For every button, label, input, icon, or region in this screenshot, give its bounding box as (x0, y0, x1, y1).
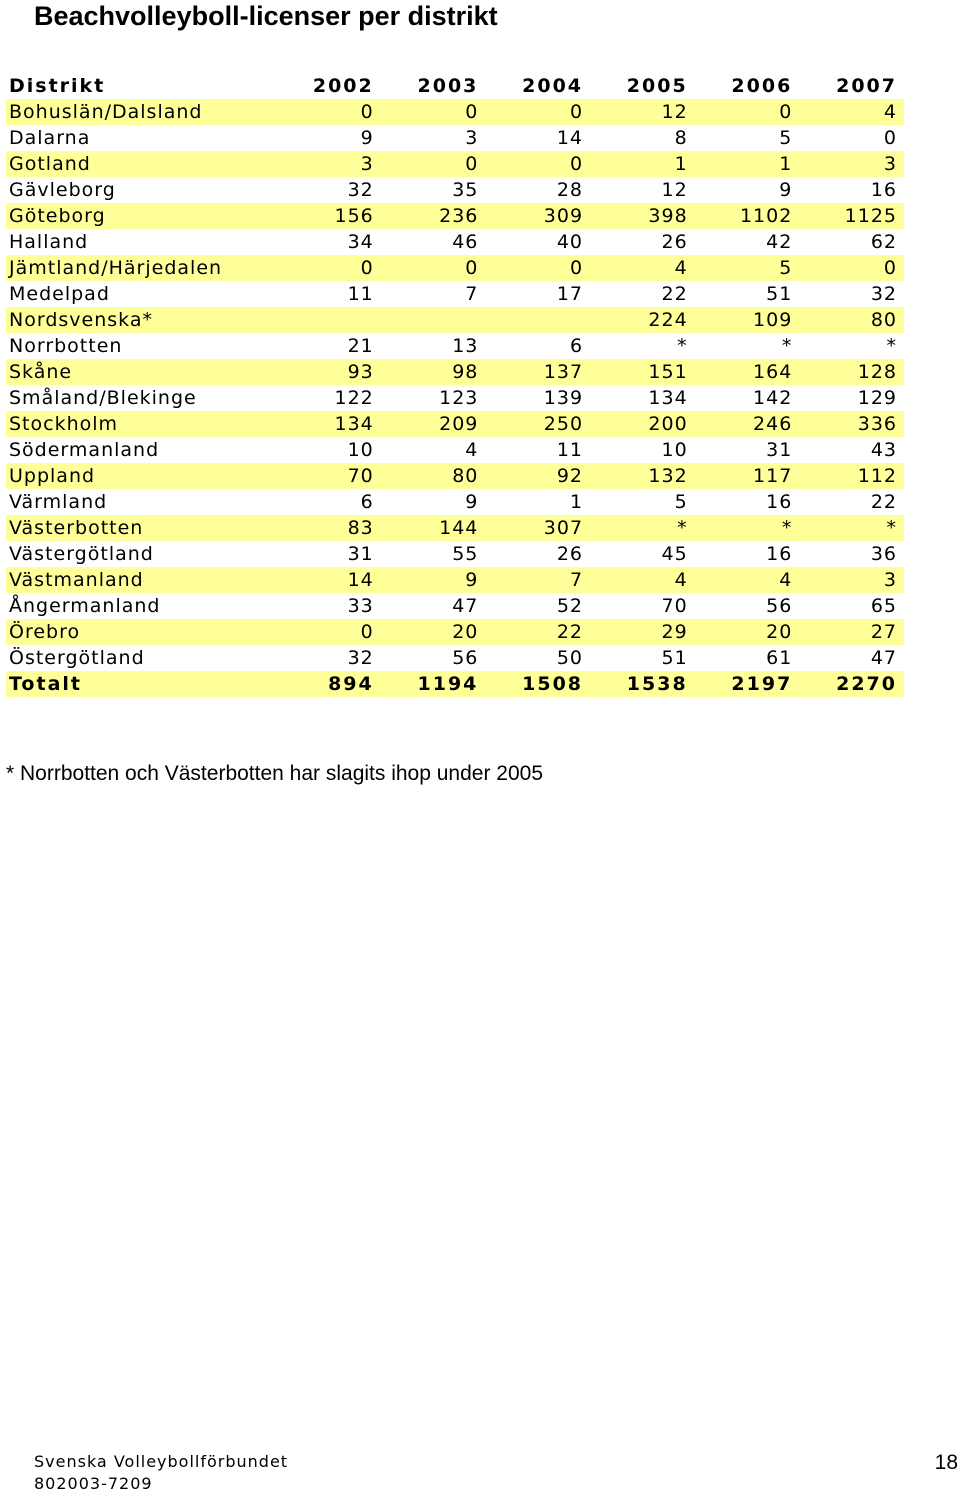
column-header: 2003 (417, 75, 479, 97)
license-count-cell: 20 (381, 619, 486, 645)
district-name-cell: Norrbotten (9, 335, 123, 357)
license-count-cell: * (695, 515, 800, 541)
footnote: * Norrbotten och Västerbotten har slagits ihop under 2005 (6, 762, 544, 785)
table-row (6, 177, 904, 203)
table-row (6, 437, 904, 463)
column-header: 2004 (522, 75, 584, 97)
license-count-cell: 21 (347, 335, 374, 357)
license-count-cell: 8 (674, 127, 688, 149)
table-row (6, 541, 904, 567)
license-count-cell: 98 (381, 359, 486, 385)
table-row (6, 567, 904, 593)
district-name-cell: Södermanland (9, 439, 160, 461)
license-count-cell: 117 (695, 463, 800, 489)
license-count-cell: 16 (766, 491, 793, 513)
table-row (6, 359, 904, 385)
license-count-cell: 29 (590, 619, 695, 645)
license-table (6, 73, 904, 697)
license-count-cell: 0 (276, 255, 381, 281)
license-count-cell: 10 (661, 439, 688, 461)
license-count-cell: 134 (648, 387, 688, 409)
license-count-cell: 80 (799, 307, 904, 333)
table-row (6, 593, 904, 619)
district-name-cell: Uppland (6, 463, 276, 489)
table-row (6, 255, 904, 281)
license-count-cell: 4 (590, 255, 695, 281)
page-number: 18 (934, 1451, 958, 1474)
license-count-cell: 31 (766, 439, 793, 461)
license-count-cell: 17 (556, 283, 584, 305)
district-name-cell: Västmanland (6, 567, 276, 593)
license-count-cell: 4 (799, 99, 904, 125)
table-row (6, 385, 904, 411)
license-count-cell: 52 (556, 595, 584, 617)
license-count-cell: 22 (485, 619, 590, 645)
license-count-cell: * (886, 335, 897, 357)
license-count-cell: 22 (661, 283, 688, 305)
license-count-cell: 65 (870, 595, 897, 617)
license-count-cell: 1538 (590, 671, 695, 697)
license-count-cell: 50 (556, 647, 584, 669)
district-name-cell: Örebro (6, 619, 276, 645)
license-count-cell: 26 (661, 231, 688, 253)
license-count-cell: 1125 (799, 203, 904, 229)
license-count-cell: 3 (799, 151, 904, 177)
district-name-cell: Ångermanland (9, 595, 161, 617)
license-count-cell: 22 (870, 491, 897, 513)
license-count-cell: 11 (556, 439, 584, 461)
license-count-cell: 109 (695, 307, 800, 333)
license-count-cell: 151 (590, 359, 695, 385)
license-count-cell: 12 (661, 179, 688, 201)
license-count-cell: 12 (590, 99, 695, 125)
license-count-cell: 47 (870, 647, 897, 669)
license-count-cell: 4 (590, 567, 695, 593)
license-count-cell: 1508 (485, 671, 590, 697)
license-count-cell: 0 (381, 255, 486, 281)
column-header: 2002 (312, 75, 374, 97)
license-count-cell: 6 (569, 335, 584, 357)
column-header: Distrikt (9, 75, 106, 97)
license-count-cell (381, 307, 486, 333)
license-count-cell: 224 (590, 307, 695, 333)
license-count-cell: 1102 (695, 203, 800, 229)
license-count-cell: 28 (556, 179, 584, 201)
license-count-cell: 46 (452, 231, 479, 253)
license-count-cell: 92 (485, 463, 590, 489)
license-count-cell: 398 (590, 203, 695, 229)
license-count-cell: 35 (452, 179, 479, 201)
license-count-cell: 80 (381, 463, 486, 489)
table-row (6, 411, 904, 437)
license-count-cell: 7 (465, 283, 479, 305)
license-count-cell: 0 (485, 255, 590, 281)
license-count-cell: 32 (347, 179, 374, 201)
license-count-cell: 14 (276, 567, 381, 593)
license-count-cell: 70 (661, 595, 688, 617)
license-count-cell: 70 (276, 463, 381, 489)
license-count-cell: 0 (485, 99, 590, 125)
license-count-cell (485, 307, 590, 333)
district-name-cell: Gotland (6, 151, 276, 177)
license-count-cell: 144 (381, 515, 486, 541)
license-count-cell: 83 (276, 515, 381, 541)
license-count-cell: 3 (799, 567, 904, 593)
column-header: 2005 (626, 75, 688, 97)
table-row (6, 229, 904, 255)
license-count-cell: 2270 (799, 671, 904, 697)
district-name-cell: Västerbotten (6, 515, 276, 541)
license-count-cell: 34 (347, 231, 374, 253)
license-count-cell: 32 (347, 647, 374, 669)
license-count-cell: 51 (661, 647, 688, 669)
footer-organization: Svenska Volleybollförbundet (34, 1452, 289, 1471)
license-count-cell: 336 (799, 411, 904, 437)
license-count-cell: 14 (556, 127, 584, 149)
license-count-cell: 123 (439, 387, 479, 409)
license-count-cell: 61 (766, 647, 793, 669)
license-count-cell: 307 (485, 515, 590, 541)
license-count-cell: 309 (485, 203, 590, 229)
table-row (6, 515, 904, 541)
license-count-cell: 209 (381, 411, 486, 437)
license-count-cell: 0 (799, 255, 904, 281)
license-count-cell: 13 (452, 335, 479, 357)
license-count-cell: 31 (347, 543, 374, 565)
table-row (6, 281, 904, 307)
license-count-cell: 2197 (695, 671, 800, 697)
district-name-cell: Småland/Blekinge (9, 387, 197, 409)
license-count-cell: 33 (347, 595, 374, 617)
license-count-cell: 27 (799, 619, 904, 645)
license-count-cell: 7 (485, 567, 590, 593)
license-count-cell: 43 (870, 439, 897, 461)
district-name-cell: Gävleborg (9, 179, 116, 201)
table-body (6, 99, 904, 697)
license-count-cell: 9 (465, 491, 479, 513)
license-count-cell: 42 (766, 231, 793, 253)
table-row (6, 125, 904, 151)
table-row (6, 645, 904, 671)
license-count-cell: 0 (276, 619, 381, 645)
district-name-cell: Västergötland (9, 543, 154, 565)
license-count-cell (276, 307, 381, 333)
license-count-cell: 40 (556, 231, 584, 253)
license-count-cell: 10 (347, 439, 374, 461)
license-count-cell: 0 (381, 99, 486, 125)
district-name-cell: Värmland (9, 491, 108, 513)
license-count-cell: 139 (543, 387, 584, 409)
table-row (6, 99, 904, 125)
license-count-cell: 4 (695, 567, 800, 593)
license-count-cell: 246 (695, 411, 800, 437)
license-count-cell: 62 (870, 231, 897, 253)
table-row (6, 307, 904, 333)
license-count-cell: 0 (485, 151, 590, 177)
district-name-cell: Skåne (6, 359, 276, 385)
license-count-cell: 4 (465, 439, 479, 461)
license-count-cell: * (590, 515, 695, 541)
license-count-cell: * (799, 515, 904, 541)
district-name-cell: Östergötland (9, 647, 145, 669)
column-header: 2006 (731, 75, 793, 97)
license-count-cell: 164 (695, 359, 800, 385)
license-count-cell: 47 (452, 595, 479, 617)
license-count-cell: 200 (590, 411, 695, 437)
license-count-cell: 132 (590, 463, 695, 489)
license-count-cell: 16 (870, 179, 897, 201)
license-count-cell: 112 (799, 463, 904, 489)
district-name-cell: Jämtland/Härjedalen (6, 255, 276, 281)
district-name-cell: Stockholm (6, 411, 276, 437)
license-count-cell: 236 (381, 203, 486, 229)
license-count-cell: 9 (779, 179, 793, 201)
page-title: Beachvolleyboll-licenser per distrikt (34, 1, 498, 31)
license-count-cell: 9 (360, 127, 374, 149)
license-count-cell: 0 (695, 99, 800, 125)
license-count-cell: 16 (766, 543, 793, 565)
district-name-cell: Totalt (6, 671, 276, 697)
license-count-cell: * (781, 335, 793, 357)
license-count-cell: 93 (276, 359, 381, 385)
license-count-cell: 55 (452, 543, 479, 565)
license-count-cell: 142 (753, 387, 793, 409)
license-count-cell: 9 (381, 567, 486, 593)
license-count-cell: 5 (695, 255, 800, 281)
license-count-cell: 128 (799, 359, 904, 385)
license-count-cell: 0 (883, 127, 897, 149)
district-name-cell: Nordsvenska* (6, 307, 276, 333)
license-count-cell: 137 (485, 359, 590, 385)
district-name-cell: Halland (9, 231, 89, 253)
footer-org-number: 802003-7209 (34, 1474, 153, 1493)
license-count-cell: 5 (779, 127, 793, 149)
district-name-cell: Medelpad (9, 283, 110, 305)
license-count-cell: 129 (857, 387, 897, 409)
license-count-cell: 0 (381, 151, 486, 177)
license-count-cell: 11 (347, 283, 374, 305)
license-count-cell: 5 (674, 491, 688, 513)
column-header: 2007 (836, 75, 897, 97)
license-count-cell: 1 (569, 491, 584, 513)
district-name-cell: Dalarna (9, 127, 91, 149)
license-count-cell: 26 (556, 543, 584, 565)
license-count-cell: 894 (276, 671, 381, 697)
district-name-cell: Bohuslän/Dalsland (6, 99, 276, 125)
license-count-cell: 156 (276, 203, 381, 229)
license-count-cell: 1194 (381, 671, 486, 697)
license-count-cell: 0 (276, 99, 381, 125)
license-count-cell: 134 (276, 411, 381, 437)
license-count-cell: 45 (661, 543, 688, 565)
table-row (6, 463, 904, 489)
district-name-cell: Göteborg (6, 203, 276, 229)
table-row (6, 489, 904, 515)
table-row (6, 333, 904, 359)
license-count-cell: * (677, 335, 688, 357)
license-count-cell: 56 (766, 595, 793, 617)
table-row (6, 151, 904, 177)
license-count-cell: 6 (360, 491, 374, 513)
license-count-cell: 36 (870, 543, 897, 565)
license-count-cell: 3 (465, 127, 479, 149)
license-count-cell: 56 (452, 647, 479, 669)
license-count-cell: 1 (695, 151, 800, 177)
license-count-cell: 32 (870, 283, 897, 305)
license-count-cell: 51 (766, 283, 793, 305)
total-row (6, 671, 904, 697)
table-row (6, 619, 904, 645)
table-header-row (6, 73, 904, 99)
license-count-cell: 1 (590, 151, 695, 177)
license-count-cell: 20 (695, 619, 800, 645)
license-count-cell: 3 (276, 151, 381, 177)
license-count-cell: 122 (334, 387, 374, 409)
license-count-cell: 250 (485, 411, 590, 437)
table-row (6, 203, 904, 229)
